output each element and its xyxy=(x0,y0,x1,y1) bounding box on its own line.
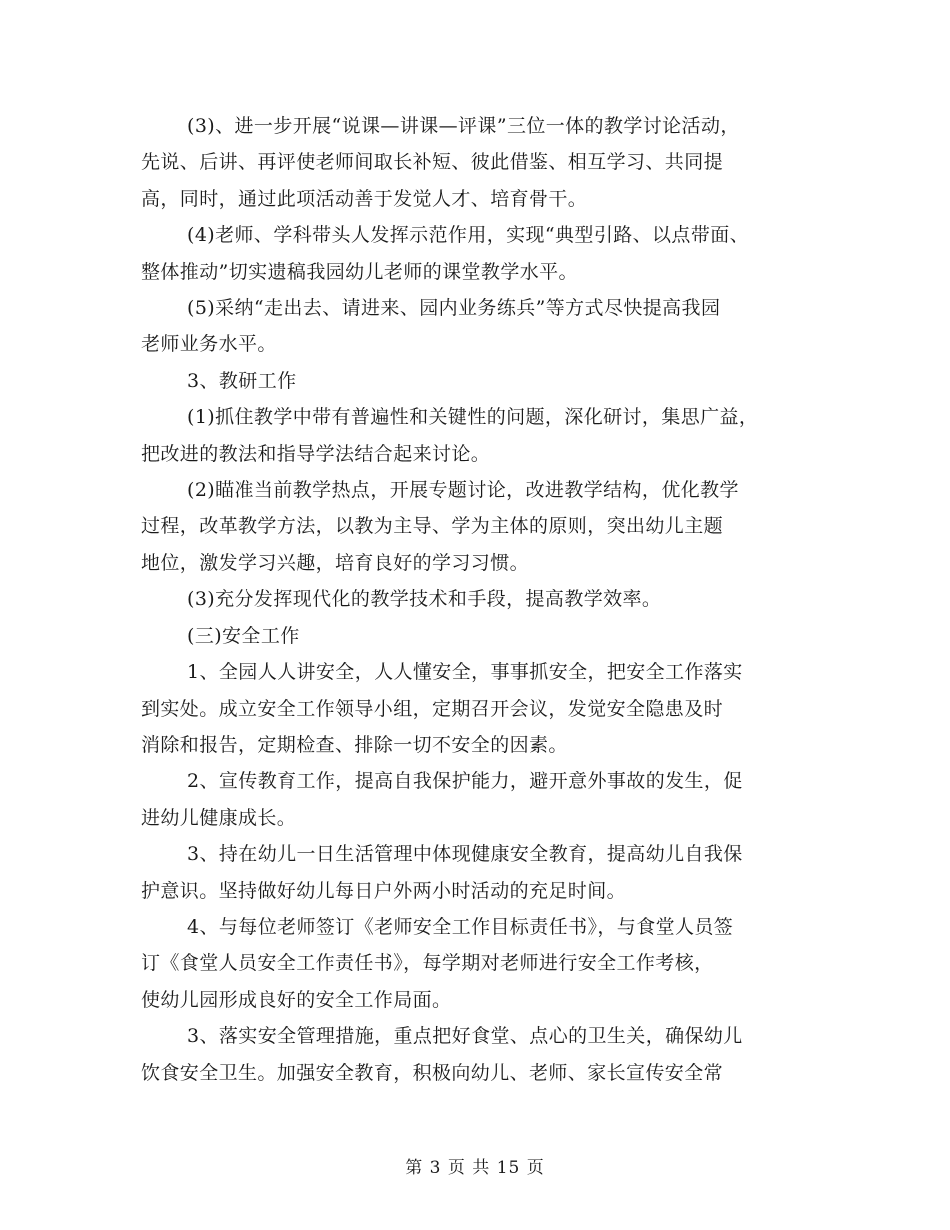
paragraph xyxy=(141,217,821,290)
text-line: 整体推动”切实遗稿我园幼儿老师的课堂教学水平。 xyxy=(141,260,578,283)
paragraph xyxy=(141,290,821,363)
text-line: 2、宣传教育工作，提高自我保护能力，避开意外事故的发生，促 xyxy=(187,770,743,793)
paragraph xyxy=(141,618,821,654)
paragraph xyxy=(141,763,821,836)
text-line: 到实处。成立安全工作领导小组，定期召开会议，发觉安全隐患及时 xyxy=(141,697,724,720)
text-line: (3)充分发挥现代化的教学技术和手段，提高教学效率。 xyxy=(187,588,662,611)
text-line: 使幼儿园形成良好的安全工作局面。 xyxy=(141,988,452,1011)
text-line: 4、与每位老师签订《老师安全工作目标责任书》，与食堂人员签 xyxy=(187,915,734,938)
paragraph xyxy=(141,108,821,217)
text-line: 先说、后讲、再评使老师间取长补短、彼此借鉴、相互学习、共同提 xyxy=(141,151,724,174)
text-line: (2)瞄准当前教学热点，开展专题讨论，改进教学结构，优化教学 xyxy=(187,479,739,502)
text-line: 3、持在幼儿一日生活管理中体现健康安全教育，提高幼儿自我保 xyxy=(187,843,743,866)
text-line: 3、落实安全管理措施，重点把好食堂、点心的卫生关，确保幼儿 xyxy=(187,1025,743,1048)
text-line: (1)抓住教学中带有普遍性和关键性的问题，深化研讨，集思广益， xyxy=(187,406,759,429)
text-line: (3)、进一步开展“说课—讲课—评课”三位一体的教学讨论活动， xyxy=(187,115,740,137)
text-line: 护意识。坚持做好幼儿每日户外两小时活动的充足时间。 xyxy=(141,879,627,902)
text-line: (4)老师、学科带头人发挥示范作用，实现“典型引路、以点带面、 xyxy=(187,224,750,247)
paragraph xyxy=(141,363,821,399)
paragraph xyxy=(141,581,821,617)
document-body xyxy=(141,108,821,1091)
paragraph xyxy=(141,654,821,763)
text-line: (5)采纳“走出去、请进来、园内业务练兵”等方式尽快提高我园 xyxy=(187,297,721,320)
paragraph xyxy=(141,909,821,1018)
text-line: 3、教研工作 xyxy=(187,369,297,392)
text-line: 进幼儿健康成长。 xyxy=(141,806,297,829)
paragraph xyxy=(141,472,821,581)
paragraph xyxy=(141,836,821,909)
text-line: 消除和报告，定期检查、排除一切不安全的因素。 xyxy=(141,733,568,756)
text-line: 1、全园人人讲安全，人人懂安全，事事抓安全，把安全工作落实 xyxy=(187,661,743,684)
paragraph xyxy=(141,1018,821,1091)
page-footer: 第 3 页 共 15 页 xyxy=(405,1158,545,1178)
text-line: 过程，改革教学方法，以教为主导、学为主体的原则，突出幼儿主题 xyxy=(141,515,724,538)
text-line: (三)安全工作 xyxy=(187,624,300,647)
text-line: 地位，激发学习兴趣，培育良好的学习习惯。 xyxy=(141,551,530,574)
text-line: 把改进的教法和指导学法结合起来讨论。 xyxy=(141,442,491,465)
paragraph xyxy=(141,399,821,472)
text-line: 订《食堂人员安全工作责任书》，每学期对老师进行安全工作考核， xyxy=(141,952,714,975)
text-line: 高，同时，通过此项活动善于发觉人才、培育骨干。 xyxy=(141,187,588,210)
text-line: 老师业务水平。 xyxy=(141,333,277,356)
text-line: 饮食安全卫生。加强安全教育，积极向幼儿、老师、家长宣传安全常 xyxy=(141,1061,724,1084)
